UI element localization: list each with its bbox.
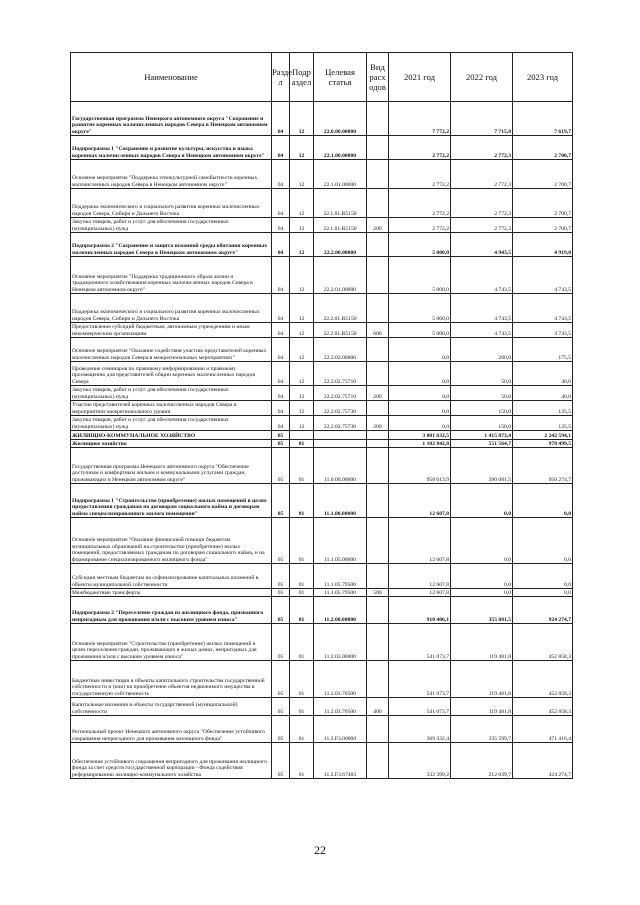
cell-podrazdel: 01 <box>290 624 314 661</box>
cell-vid <box>367 564 389 589</box>
cell-podrazdel: 01 <box>290 698 314 716</box>
cell-target: 22.2.01.R5150 <box>314 323 367 338</box>
cell-name: Капитальные вложения в объекты государственной (муниципальной) собственности <box>71 698 272 716</box>
cell-podrazdel: 12 <box>290 257 314 294</box>
budget-table-page <box>70 52 572 779</box>
cell-2021: 0,0 <box>389 362 451 386</box>
table-row <box>71 233 573 257</box>
cell-target: 11.1.00.00000 <box>314 484 367 518</box>
cell-razdel: 05 <box>272 518 290 564</box>
cell-target: 22.1.01.R5150 <box>314 189 367 218</box>
cell-target: 22.0.00.00000 <box>314 102 367 136</box>
table-row <box>71 257 573 294</box>
cell-2022: 4 743,5 <box>451 257 513 294</box>
table-row <box>71 218 573 233</box>
cell-razdel: 04 <box>272 416 290 431</box>
cell-target: 11.0.00.00000 <box>314 448 367 484</box>
cell-2021: 2 772,2 <box>389 189 451 218</box>
cell-2022: 4 943,5 <box>451 233 513 257</box>
cell-target: 11.2.F3.67483 <box>314 743 367 779</box>
cell-2021: 5 000,0 <box>389 323 451 338</box>
cell-2022: 150,0 <box>451 416 513 431</box>
cell-2022: 0,0 <box>451 484 513 518</box>
cell-podrazdel: 12 <box>290 401 314 416</box>
cell-2022: 355 081,5 <box>451 597 513 624</box>
cell-target: 11.2.03.70500 <box>314 698 367 716</box>
cell-razdel: 05 <box>272 484 290 518</box>
cell-2023: 40,0 <box>513 386 573 401</box>
cell-name: Подпрограмма 1 "Строительство (приобретение) жилых помещений в целях предоставления гражданам по договорам социального найма и договорам найма специализированного жилого помещения" <box>71 484 272 518</box>
cell-podrazdel: 01 <box>290 440 314 448</box>
cell-target: 22.2.02.00000 <box>314 338 367 362</box>
cell-vid <box>367 233 389 257</box>
cell-target: 22.2.01.R5150 <box>314 294 367 323</box>
cell-podrazdel: 12 <box>290 189 314 218</box>
cell-2021: 541 073,7 <box>389 624 451 661</box>
cell-razdel: 04 <box>272 102 290 136</box>
cell-target: 22.2.01.00000 <box>314 257 367 294</box>
table-row <box>71 386 573 401</box>
cell-2021: 2 772,2 <box>389 136 451 160</box>
cell-2022: 0,0 <box>451 589 513 597</box>
cell-target <box>314 440 367 448</box>
cell-2022: 2 772,3 <box>451 218 513 233</box>
col-header-2022: 2022 год <box>451 53 513 102</box>
cell-name: Предоставление субсидий бюджетным, автономным учреждениям и иным некоммерческим организациям <box>71 323 272 338</box>
table-row <box>71 189 573 218</box>
col-header-2023: 2023 год <box>513 53 573 102</box>
cell-name: Поддержка экономического и социального развития коренных малочисленных народов Севера, Сибири и Дальнего Востока <box>71 294 272 323</box>
cell-2022: 235 599,7 <box>451 716 513 743</box>
cell-razdel: 04 <box>272 160 290 189</box>
cell-2022: 390 081,5 <box>451 448 513 484</box>
cell-podrazdel: 12 <box>290 338 314 362</box>
cell-podrazdel: 12 <box>290 136 314 160</box>
cell-razdel: 04 <box>272 218 290 233</box>
table-row <box>71 440 573 448</box>
cell-2023: 924 274,7 <box>513 597 573 624</box>
page-number: 22 <box>314 843 326 857</box>
cell-podrazdel: 01 <box>290 597 314 624</box>
cell-vid <box>367 597 389 624</box>
cell-name: Закупка товаров, работ и услуг для обеспечения государственных (муниципальных) нужд <box>71 416 272 431</box>
table-row <box>71 597 573 624</box>
cell-target: 11.2.03.00000 <box>314 624 367 661</box>
cell-podrazdel: 12 <box>290 218 314 233</box>
cell-razdel: 04 <box>272 257 290 294</box>
cell-razdel: 05 <box>272 624 290 661</box>
cell-razdel: 04 <box>272 401 290 416</box>
cell-vid: 200 <box>367 416 389 431</box>
col-header-name: Наименование <box>71 53 272 102</box>
cell-2021: 0,0 <box>389 338 451 362</box>
cell-2023: 135,5 <box>513 401 573 416</box>
cell-2022: 0,0 <box>451 564 513 589</box>
table-row <box>71 698 573 716</box>
cell-name: Межбюджетные трансферты <box>71 589 272 597</box>
cell-podrazdel: 12 <box>290 102 314 136</box>
budget-table <box>70 52 573 779</box>
cell-2023: 7 619,7 <box>513 102 573 136</box>
cell-2021: 12 607,8 <box>389 518 451 564</box>
cell-2023: 0,0 <box>513 484 573 518</box>
cell-target: 22.2.02.75710 <box>314 362 367 386</box>
table-row <box>71 294 573 323</box>
cell-2022: 212 039,7 <box>451 743 513 779</box>
cell-2022: 50,0 <box>451 386 513 401</box>
cell-target: 11.1.05.79500 <box>314 589 367 597</box>
col-header-target: Целевая статья <box>314 53 367 102</box>
cell-2023: 0,0 <box>513 589 573 597</box>
cell-vid <box>367 294 389 323</box>
cell-name: Государственная программа Ненецкого автономного округа "Сохранение и развитие коренных малочисленных народов Севера в Ненецком автономном округе" <box>71 102 272 136</box>
cell-2021: 910 406,1 <box>389 597 451 624</box>
cell-vid <box>367 102 389 136</box>
cell-2021: 5 000,0 <box>389 233 451 257</box>
cell-2022: 551 564,7 <box>451 440 513 448</box>
cell-name: ЖИЛИЩНО-КОММУНАЛЬНОЕ ХОЗЯЙСТВО <box>71 431 272 440</box>
table-row <box>71 160 573 189</box>
cell-podrazdel: 12 <box>290 294 314 323</box>
table-row <box>71 716 573 743</box>
cell-vid: 400 <box>367 698 389 716</box>
cell-vid <box>367 624 389 661</box>
cell-vid <box>367 440 389 448</box>
cell-vid <box>367 189 389 218</box>
cell-razdel: 05 <box>272 698 290 716</box>
col-header-2021: 2021 год <box>389 53 451 102</box>
table-row <box>71 448 573 484</box>
table-row <box>71 323 573 338</box>
cell-name: Поддержка экономического и социального развития коренных малочисленных народов Севера, Сибири и Дальнего Востока <box>71 189 272 218</box>
cell-target: 11.1.05.00000 <box>314 518 367 564</box>
cell-2022: 4 743,5 <box>451 323 513 338</box>
cell-2023: 2 700,7 <box>513 189 573 218</box>
cell-vid <box>367 484 389 518</box>
cell-razdel: 05 <box>272 597 290 624</box>
cell-razdel: 04 <box>272 362 290 386</box>
cell-vid <box>367 160 389 189</box>
cell-2023: 950 274,7 <box>513 448 573 484</box>
cell-razdel: 05 <box>272 661 290 698</box>
cell-razdel: 04 <box>272 323 290 338</box>
cell-2021: 12 607,8 <box>389 564 451 589</box>
cell-podrazdel: 12 <box>290 323 314 338</box>
col-header-podrazdel: Подр аздел <box>290 53 314 102</box>
cell-2023: 452 858,3 <box>513 698 573 716</box>
cell-podrazdel: 01 <box>290 564 314 589</box>
cell-name: Закупка товаров, работ и услуг для обеспечения государственных (муниципальных) нужд <box>71 218 272 233</box>
table-row <box>71 431 573 440</box>
cell-podrazdel: 12 <box>290 362 314 386</box>
cell-podrazdel: 01 <box>290 716 314 743</box>
cell-target: 11.1.05.79500 <box>314 564 367 589</box>
cell-2022: 200,0 <box>451 338 513 362</box>
cell-2023: 471 416,4 <box>513 716 573 743</box>
cell-podrazdel: 01 <box>290 589 314 597</box>
cell-name: Бюджетные инвестиции в объекты капитального строительства государственной собственности и (или) на приобретение объектов недвижимого имущества в государственную собственность <box>71 661 272 698</box>
cell-2021: 12 607,8 <box>389 484 451 518</box>
cell-vid <box>367 401 389 416</box>
cell-2023: 175,5 <box>513 338 573 362</box>
cell-podrazdel: 01 <box>290 743 314 779</box>
cell-2022: 150,0 <box>451 401 513 416</box>
cell-2023: 452 858,3 <box>513 624 573 661</box>
cell-2023: 4 743,5 <box>513 257 573 294</box>
table-row <box>71 484 573 518</box>
cell-razdel: 04 <box>272 338 290 362</box>
cell-podrazdel: 12 <box>290 233 314 257</box>
cell-2021: 5 000,0 <box>389 257 451 294</box>
cell-vid <box>367 431 389 440</box>
cell-podrazdel: 01 <box>290 484 314 518</box>
cell-2023: 4 743,5 <box>513 323 573 338</box>
cell-name: Субсидии местным бюджетам на софинансирование капитальных вложений в объекты муниципальной собственности <box>71 564 272 589</box>
table-row <box>71 624 573 661</box>
table-row <box>71 102 573 136</box>
cell-2023: 2 700,7 <box>513 218 573 233</box>
cell-2021: 12 607,8 <box>389 589 451 597</box>
cell-name: Подпрограмма 2 "Переселение граждан из жилищного фонда, признанного непригодным для проживания и/или с высоким уровнем износа" <box>71 597 272 624</box>
cell-2021: 2 772,2 <box>389 160 451 189</box>
cell-vid <box>367 362 389 386</box>
table-row <box>71 518 573 564</box>
cell-target: 11.2.03.70500 <box>314 661 367 698</box>
table-row <box>71 564 573 589</box>
cell-2022: 0,0 <box>451 518 513 564</box>
cell-2021: 958 013,9 <box>389 448 451 484</box>
cell-target: 22.1.01.00000 <box>314 160 367 189</box>
cell-vid <box>367 448 389 484</box>
cell-2021: 369 332,4 <box>389 716 451 743</box>
cell-2021: 332 399,2 <box>389 743 451 779</box>
cell-2023: 2 700,7 <box>513 136 573 160</box>
cell-vid <box>367 518 389 564</box>
cell-2021: 541 073,7 <box>389 661 451 698</box>
cell-target: 11.2.F3.00000 <box>314 716 367 743</box>
cell-razdel: 05 <box>272 716 290 743</box>
table-row <box>71 743 573 779</box>
table-row <box>71 338 573 362</box>
cell-2022: 1 415 073,4 <box>451 431 513 440</box>
cell-2022: 119 481,8 <box>451 661 513 698</box>
cell-podrazdel <box>290 431 314 440</box>
cell-name: Подпрограмма 1 "Сохранение и развитие культуры, искусства и языка коренных малочисленных народов Севера в Ненецком автономном округе" <box>71 136 272 160</box>
cell-target: 22.2.00.00000 <box>314 233 367 257</box>
cell-razdel: 04 <box>272 136 290 160</box>
cell-vid: 200 <box>367 386 389 401</box>
cell-podrazdel: 12 <box>290 416 314 431</box>
cell-name: Участие представителей коренных малочисленных народов Севера в мероприятиях межрегионального уровня <box>71 401 272 416</box>
table-row <box>71 136 573 160</box>
cell-2022: 119 481,8 <box>451 624 513 661</box>
cell-2021: 1 102 842,8 <box>389 440 451 448</box>
cell-razdel: 05 <box>272 743 290 779</box>
cell-razdel: 04 <box>272 294 290 323</box>
cell-target <box>314 431 367 440</box>
cell-vid <box>367 257 389 294</box>
cell-2021: 0,0 <box>389 416 451 431</box>
cell-podrazdel: 01 <box>290 448 314 484</box>
cell-razdel: 05 <box>272 589 290 597</box>
cell-2021: 3 001 632,5 <box>389 431 451 440</box>
table-header-row <box>71 53 573 102</box>
cell-podrazdel: 01 <box>290 518 314 564</box>
cell-name: Основное мероприятие "Поддержка традиционного образа жизни и традиционного хозяйствования коренных малочисленных народов Севера в Ненецком автономном округе" <box>71 257 272 294</box>
table-row <box>71 589 573 597</box>
cell-vid <box>367 661 389 698</box>
cell-2023: 40,0 <box>513 362 573 386</box>
cell-2022: 4 743,5 <box>451 294 513 323</box>
cell-2023: 2 242 594,1 <box>513 431 573 440</box>
col-header-vid: Вид расх одов <box>367 53 389 102</box>
cell-2022: 119 481,8 <box>451 698 513 716</box>
cell-podrazdel: 01 <box>290 661 314 698</box>
cell-razdel: 04 <box>272 233 290 257</box>
cell-name: Жилищное хозяйство <box>71 440 272 448</box>
cell-target: 22.1.00.00000 <box>314 136 367 160</box>
cell-2021: 5 000,0 <box>389 294 451 323</box>
cell-2022: 7 715,8 <box>451 102 513 136</box>
cell-name: Основное мероприятие "Поддержка этнокультурной самобытности коренных малочисленных народов Севера в Ненецком автономном округе" <box>71 160 272 189</box>
table-row <box>71 416 573 431</box>
cell-vid <box>367 716 389 743</box>
cell-2023: 0,0 <box>513 564 573 589</box>
table-body <box>71 102 573 779</box>
cell-name: Основное мероприятие "Строительство (приобретение) жилых помещений в целях переселения граждан, проживающих в жилых домах, непригодных для проживания и/или с высоким уровнем износа" <box>71 624 272 661</box>
cell-2021: 0,0 <box>389 401 451 416</box>
col-header-razdel: Разде л <box>272 53 290 102</box>
cell-vid: 200 <box>367 218 389 233</box>
cell-name: Закупка товаров, работ и услуг для обеспечения государственных (муниципальных) нужд <box>71 386 272 401</box>
cell-target: 22.2.02.75710 <box>314 386 367 401</box>
table-row <box>71 362 573 386</box>
cell-razdel: 04 <box>272 189 290 218</box>
cell-2023: 424 274,7 <box>513 743 573 779</box>
cell-name: Подпрограмма 2 "Сохранение и защита исконной среды обитания коренных малочисленных народов Севера в Ненецком автономном округе" <box>71 233 272 257</box>
cell-2022: 2 772,3 <box>451 189 513 218</box>
cell-name: Государственная программа Ненецкого автономного округа "Обеспечение доступным и комфортным жильем и коммунальными услугами граждан, проживающих в Ненецком автономном округе" <box>71 448 272 484</box>
cell-razdel: 05 <box>272 431 290 440</box>
cell-razdel: 05 <box>272 440 290 448</box>
cell-2022: 2 772,3 <box>451 136 513 160</box>
cell-2023: 135,5 <box>513 416 573 431</box>
cell-2021: 0,0 <box>389 386 451 401</box>
cell-podrazdel: 12 <box>290 160 314 189</box>
table-row <box>71 661 573 698</box>
cell-podrazdel: 12 <box>290 386 314 401</box>
cell-2022: 2 772,3 <box>451 160 513 189</box>
table-row <box>71 401 573 416</box>
cell-2021: 7 772,2 <box>389 102 451 136</box>
cell-2022: 50,0 <box>451 362 513 386</box>
cell-razdel: 04 <box>272 386 290 401</box>
cell-target: 11.2.00.00000 <box>314 597 367 624</box>
cell-vid <box>367 136 389 160</box>
cell-2023: 4 743,5 <box>513 294 573 323</box>
cell-target: 22.2.02.75730 <box>314 401 367 416</box>
cell-vid <box>367 338 389 362</box>
cell-target: 22.2.02.75730 <box>314 416 367 431</box>
cell-2023: 4 919,0 <box>513 233 573 257</box>
cell-2023: 978 499,5 <box>513 440 573 448</box>
cell-name: Обеспечение устойчивого сокращения непригодного для проживания жилищного фонда за счет средств государственной корпорации - Фонда содействия реформированию жилищно-коммунального хозяйства <box>71 743 272 779</box>
cell-razdel: 05 <box>272 448 290 484</box>
cell-name: Основное мероприятие "Оказание содействия участию представителей коренных малочисленных народов Севера в межрегиональных мероприятиях" <box>71 338 272 362</box>
cell-razdel: 05 <box>272 564 290 589</box>
cell-vid: 500 <box>367 589 389 597</box>
cell-name: Проведение семинаров по правовому информированию и правовому просвещению для представителей общин коренных малочисленных народов Севера <box>71 362 272 386</box>
cell-name: Региональный проект Ненецкого автономного округа "Обеспечение устойчивого сокращения непригодного для проживания жилищного фонда" <box>71 716 272 743</box>
cell-name: Основное мероприятие "Оказание финансовой помощи бюджетам муниципальных образований на строительство (приобретение) жилых помещений, предоставляемых гражданам по договорам социального найма, и на формирование специализированного жилищного фонда" <box>71 518 272 564</box>
cell-2021: 541 073,7 <box>389 698 451 716</box>
cell-vid <box>367 743 389 779</box>
cell-target: 22.1.01.R5150 <box>314 218 367 233</box>
cell-2023: 0,0 <box>513 518 573 564</box>
cell-2023: 452 858,3 <box>513 661 573 698</box>
cell-2023: 2 700,7 <box>513 160 573 189</box>
cell-vid: 600 <box>367 323 389 338</box>
cell-2021: 2 772,2 <box>389 218 451 233</box>
